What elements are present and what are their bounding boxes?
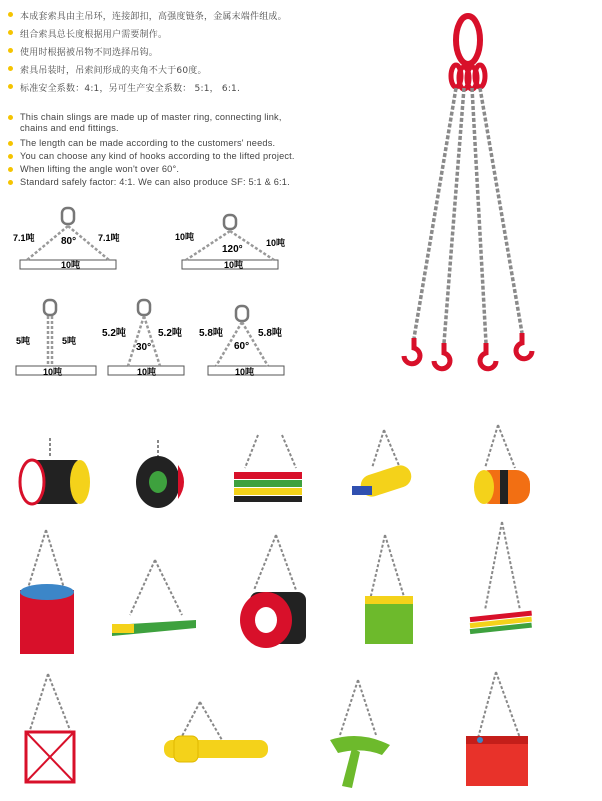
bullet-dot-icon: [8, 167, 13, 172]
example-cylinder-tank: [20, 530, 74, 654]
right-load-label: 5.8吨: [258, 328, 282, 339]
sling-angle-diagram-120: [172, 205, 290, 275]
hook-icon: [404, 333, 532, 369]
example-beam: [112, 560, 196, 636]
en-bullet: Standard safely factor: 4:1. We can also produce SF: 5:1 & 6:1.: [8, 177, 290, 188]
example-tire: [136, 440, 184, 508]
example-shaft: [352, 430, 414, 499]
bullet-dot-icon: [8, 84, 13, 89]
angle-label: 120°: [222, 244, 243, 255]
example-large-roll: [240, 535, 306, 648]
left-load-label: 10吨: [175, 232, 195, 242]
master-ring-icon: [236, 306, 248, 321]
example-pipe-stack: [470, 522, 532, 634]
zh-bullet: 本成套索具由主吊环，连接卸扣，高强度链条，金属末端件组成。: [8, 9, 287, 22]
master-ring-icon: [62, 208, 74, 224]
right-load-label: 10吨: [266, 238, 286, 248]
sling-angle-diagram-30: [100, 296, 190, 378]
bullet-dot-icon: [8, 141, 13, 146]
four-leg-chain-sling-image: [400, 8, 540, 378]
load-label: 10吨: [61, 260, 81, 270]
angle-label: 60°: [234, 341, 250, 352]
chain-legs: [414, 88, 522, 343]
load-label: 10吨: [235, 367, 255, 377]
example-drum: [20, 438, 90, 504]
angle-label: 30°: [136, 342, 152, 353]
application-examples: [0, 410, 602, 801]
example-long-shaft: [164, 702, 268, 762]
load-label: 10吨: [224, 260, 244, 270]
example-crate: [466, 672, 528, 786]
bullet-dot-icon: [8, 12, 13, 17]
master-ring-icon: [224, 215, 236, 229]
example-frame-cube: [26, 674, 74, 782]
zh-bullet: 组合索具总长度根据用户需要制作。: [8, 27, 167, 40]
en-bullet: The length can be made according to the customers' needs.: [8, 138, 275, 149]
bullet-dot-icon: [8, 30, 13, 35]
left-load-label: 5.8吨: [199, 328, 223, 339]
left-load-label: 5吨: [16, 336, 31, 346]
sling-vertical-diagram: [10, 296, 100, 378]
load-label: 10吨: [137, 367, 157, 377]
bullet-dot-icon: [8, 154, 13, 159]
connecting-links: [451, 65, 485, 89]
sling-angle-diagram-80: [12, 205, 122, 275]
bullet-dot-icon: [8, 48, 13, 53]
left-load-label: 7.1吨: [13, 233, 35, 243]
en-bullet: When lifting the angle won't over 60°.: [8, 164, 179, 175]
example-pipe-tee: [330, 680, 390, 788]
en-bullet: You can choose any kind of hooks according to the lifted project.: [8, 151, 295, 162]
example-box: [365, 535, 413, 644]
zh-bullet: 标准安全系数：4:1，另可生产安全系数： 5:1， 6:1.: [8, 81, 240, 94]
en-bullet: This chain slings are made up of master ring, connecting link, chains and end fittings.: [8, 112, 298, 134]
zh-bullet: 索具吊装时，吊索间形成的夹角不大于60度。: [8, 63, 207, 76]
master-ring-icon: [456, 16, 480, 64]
sling-angle-diagram-60: [198, 296, 292, 378]
load-label: 10吨: [43, 367, 63, 377]
angle-label: 80°: [61, 236, 77, 247]
example-pipe-bundle: [234, 435, 302, 502]
bullet-dot-icon: [8, 180, 13, 185]
right-load-label: 7.1吨: [98, 233, 120, 243]
right-load-label: 5.2吨: [158, 328, 182, 339]
right-load-label: 5吨: [62, 336, 77, 346]
example-roller: [474, 425, 530, 504]
master-ring-icon: [138, 300, 150, 315]
master-ring-icon: [44, 300, 56, 315]
zh-bullet: 使用时根据被吊物不同选择吊钩。: [8, 45, 158, 58]
left-load-label: 5.2吨: [102, 328, 126, 339]
bullet-dot-icon: [8, 115, 13, 120]
bullet-dot-icon: [8, 66, 13, 71]
